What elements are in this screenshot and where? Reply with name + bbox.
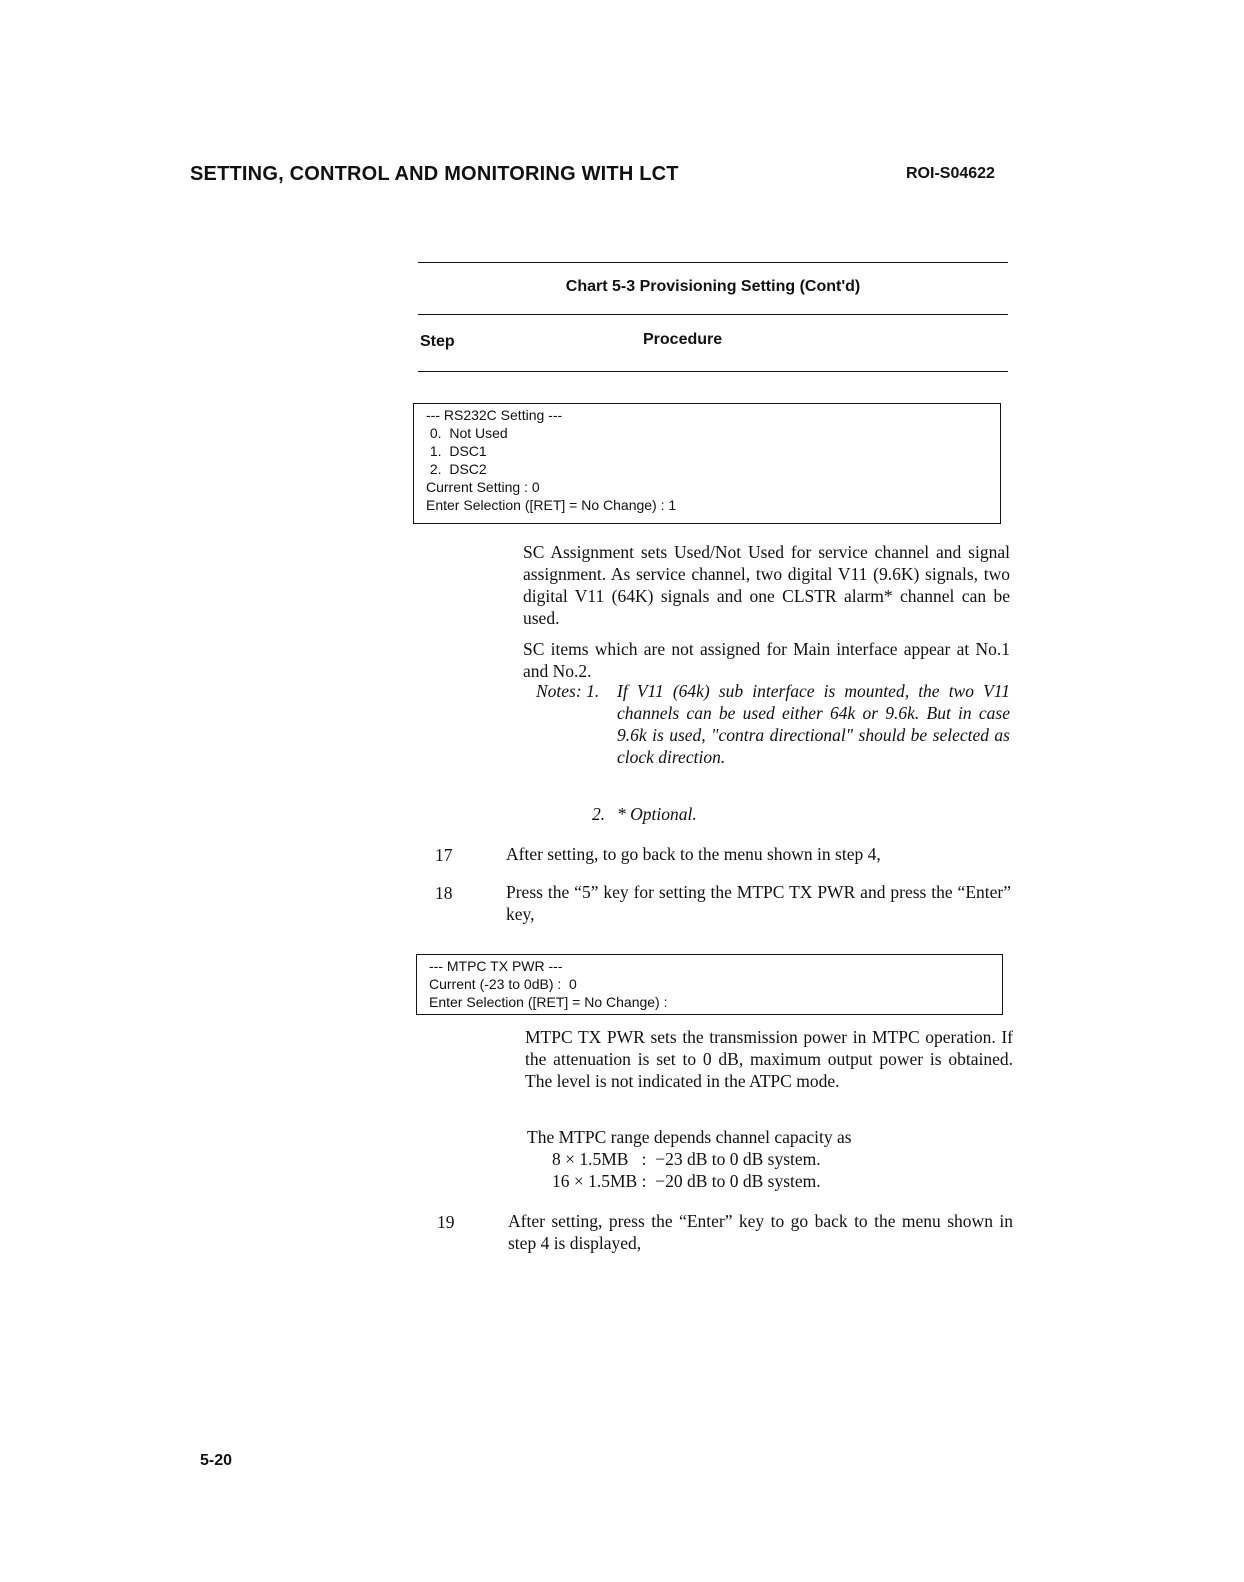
step-number: 17 (435, 845, 453, 865)
screen-line: --- RS232C Setting --- (426, 407, 563, 423)
mtpc-tx-pwr-screen (416, 954, 1003, 1015)
column-header-procedure: Procedure (643, 331, 723, 348)
chart-title: Chart 5-3 Provisioning Setting (Cont'd) (565, 278, 861, 295)
column-header-rule (418, 371, 1008, 372)
rs232c-setting-screen (413, 403, 1001, 524)
step-text: After setting, press the “Enter” key to go back to the menu shown in step 4 is displayed, (508, 1211, 1013, 1253)
sc-assignment-paragraph: SC Assignment sets Used/Not Used for service channel and signal assignment. As service channel, two digital V11 (9.6K) signals, two digital V11 (64K) signals and one CLSTR alarm* channel can be used. (523, 542, 1010, 628)
page-number: 5-20 (200, 1452, 233, 1469)
screen-line: Current Setting : 0 (426, 479, 540, 495)
screen-line: 1. DSC1 (426, 443, 487, 459)
mtpc-range-intro: The MTPC range depends channel capacity as (527, 1127, 852, 1147)
notes-label: Notes: 1. (536, 681, 600, 701)
sc-items-paragraph: SC items which are not assigned for Main interface appear at No.1 and No.2. (523, 639, 1010, 681)
step-number: 18 (435, 883, 453, 903)
screen-line: 0. Not Used (426, 425, 508, 441)
column-header-step: Step (420, 333, 455, 350)
step-text: After setting, to go back to the menu shown in step 4, (506, 844, 881, 864)
document-code: ROI-S04622 (906, 165, 995, 182)
mtpc-description-paragraph: MTPC TX PWR sets the transmission power in MTPC operation. If the attenuation is set to 0 dB, maximum output power is obtained. The level is not indicated in the ATPC mode. (525, 1027, 1013, 1091)
chart-title-rule (418, 314, 1008, 315)
screen-line: --- MTPC TX PWR --- (429, 958, 563, 974)
note-2-number: 2. (592, 804, 606, 824)
page-header-title: SETTING, CONTROL AND MONITORING WITH LCT (190, 163, 679, 185)
screen-line: Enter Selection ([RET] = No Change) : (429, 994, 668, 1010)
note-1-text: If V11 (64k) sub interface is mounted, the two V11 channels can be used either 64k or 9.6k. But in case 9.6k is used, "contra directional" should be selected as clock direction. (617, 681, 1010, 767)
screen-line: Current (-23 to 0dB) : 0 (429, 976, 577, 992)
screen-line: Enter Selection ([RET] = No Change) : 1 (426, 497, 677, 513)
step-number: 19 (437, 1212, 455, 1232)
mtpc-range-line: 8 × 1.5MB : −23 dB to 0 dB system. (552, 1149, 821, 1169)
mtpc-range-line: 16 × 1.5MB : −20 dB to 0 dB system. (552, 1171, 821, 1191)
chart-top-rule (418, 262, 1008, 263)
screen-line: 2. DSC2 (426, 461, 487, 477)
note-2-text: * Optional. (617, 804, 697, 824)
step-text: Press the “5” key for setting the MTPC TX PWR and press the “Enter” key, (506, 882, 1011, 924)
